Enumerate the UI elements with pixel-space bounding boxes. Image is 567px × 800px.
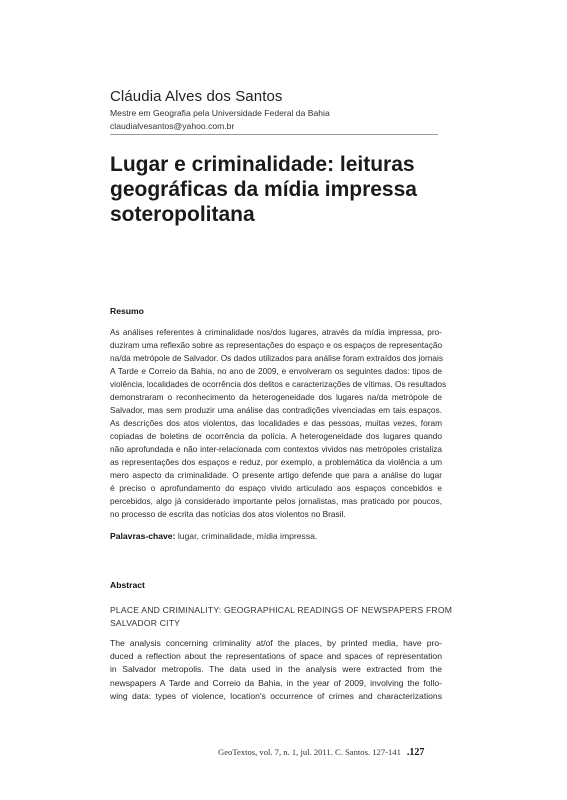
title-line: geográficas da mídia impressa — [110, 178, 417, 201]
abstract-line: newspapers A Tarde and Correio da Bahia, in the year of 2009, involving the follo- — [110, 677, 442, 688]
resumo-line: duziram uma reflexão sobre as representações do espaço e os espaços de representação — [110, 340, 443, 350]
author-email[interactable]: claudialvesantos@yahoo.com.br — [110, 121, 235, 131]
page-number: .127 — [406, 747, 425, 758]
resumo-line: As análises referentes à criminalidade nos/dos lugares, através da mídia impressa, pro- — [110, 327, 442, 337]
resumo-line: As descrições dos atos violentos, das localidades e das pessoas, muitas vezes, foram — [110, 418, 442, 428]
resumo-line: A Tarde e Correio da Bahia, no ano de 2009, e envolveram os seguintes dados: tipos de — [110, 366, 442, 376]
title-line: soteropolitana — [110, 203, 255, 226]
author-affiliation: Mestre em Geografia pela Universidade Federal da Bahia — [110, 108, 330, 118]
header-divider — [110, 134, 438, 135]
resumo-line: mero aspecto da criminalidade. O presente artigo defende que para a análise do lugar — [110, 470, 442, 480]
resumo-line: não aprofundada e não inter-relacionada com contextos vividos nas metrópoles cristaliza — [110, 444, 442, 454]
abstract-title — [110, 604, 453, 630]
abstract-line: in Salvador metropolis. The data used in the analysis were extracted from the — [110, 664, 442, 675]
resumo-line: percebidos, algo já considerado importante pelos jornalistas, mas praticado por poucos, — [110, 496, 442, 506]
article-title — [110, 152, 450, 227]
keywords-label: Palavras-chave: — [110, 531, 176, 541]
abstract-line: wing data: types of violence, location's occurrence of crimes and characterizations — [110, 690, 442, 701]
abstract-body — [110, 637, 442, 703]
keywords — [110, 531, 317, 541]
footer-citation: GeoTextos, vol. 7, n. 1, jul. 2011. C. Santos. 127-141 — [218, 747, 401, 757]
title-line: Lugar e criminalidade: leituras — [110, 153, 415, 176]
author-name: Cláudia Alves dos Santos — [110, 88, 283, 105]
resumo-line: copiadas de boletins de ocorrência da polícia. A heterogeneidade dos lugares quando — [110, 431, 442, 441]
resumo-line: as representações dos espaços e reduz, por exemplo, a problemática da violência a um — [110, 457, 442, 467]
resumo-line: no processo de escrita das notícias dos atos violentos no Brasil. — [110, 509, 346, 519]
resumo-line: na/da metrópole de Salvador. Os dados utilizados para análise foram extraídos dos jornais — [110, 353, 443, 363]
page-footer — [218, 747, 424, 758]
abstract-line: duced a reflection about the representations of space and spaces of representation — [110, 651, 442, 662]
abstract-title-line: SALVADOR CITY — [110, 618, 181, 628]
abstract-line: The analysis concerning criminality at/of the places, by printed media, have pro- — [110, 638, 442, 648]
resumo-line: é preciso o aprofundamento do espaço vivido articulado aos espaços concebidos e — [110, 483, 442, 493]
resumo-heading: Resumo — [110, 306, 144, 316]
resumo-line: demonstraram o reconhecimento da heterogeneidade dos lugares na/da metrópole de — [110, 392, 442, 402]
resumo-line: violência, localidades de ocorrência dos delitos e caracterizações de vítimas. Os resultados — [110, 379, 447, 389]
keywords-values: lugar, criminalidade, mídia impressa. — [177, 531, 318, 541]
abstract-title-line: PLACE AND CRIMINALITY: GEOGRAPHICAL READINGS OF NEWSPAPERS FROM — [110, 605, 453, 615]
resumo-line: Salvador, mas sem produzir uma análise das contradições vivenciadas em tais espaços. — [110, 405, 442, 415]
resumo-body — [110, 326, 447, 521]
abstract-heading: Abstract — [110, 580, 145, 590]
